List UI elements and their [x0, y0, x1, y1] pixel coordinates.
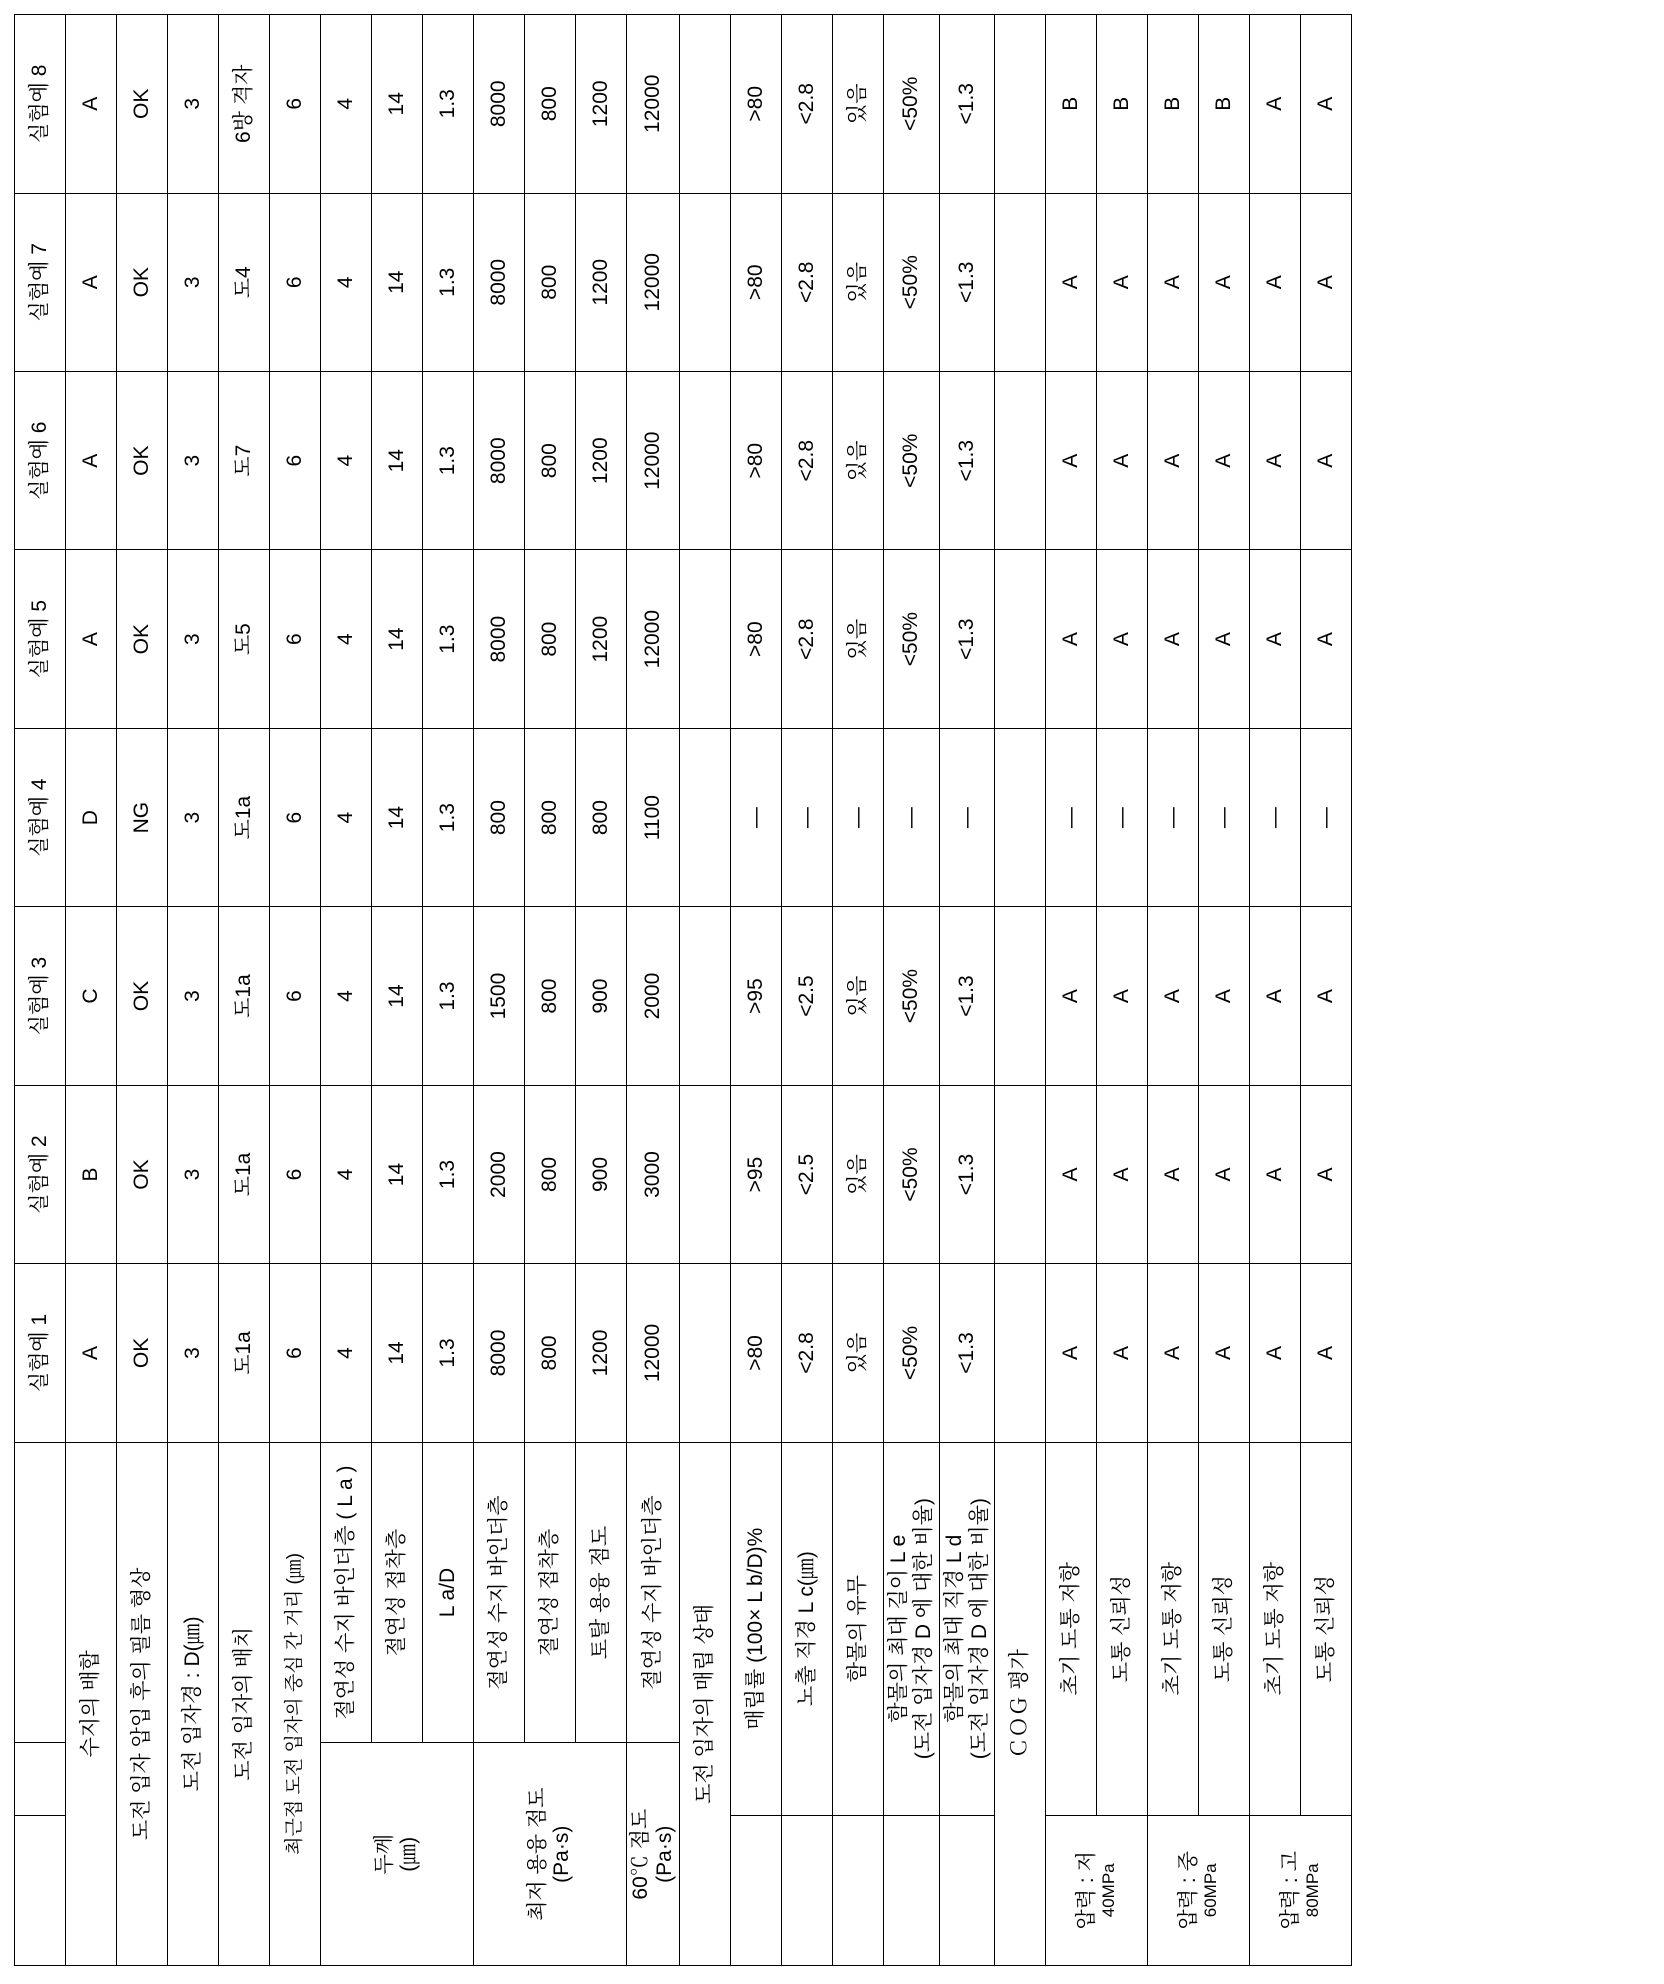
row-group-label: [321, 1743, 474, 1966]
cell: A: [1148, 550, 1199, 728]
table-row: [782, 15, 833, 1966]
cell: —: [1199, 728, 1250, 906]
cell: A: [1250, 550, 1301, 728]
cell: A: [1250, 15, 1301, 194]
cell: 6: [270, 1085, 321, 1263]
row-sublabel: 초기 도통 저항: [1250, 1442, 1301, 1815]
table-row: [1046, 15, 1097, 1966]
cell: —: [731, 728, 782, 906]
cell: A: [1046, 193, 1097, 371]
cell: —: [884, 728, 939, 906]
cell: 있음: [833, 15, 884, 194]
cell: OK: [117, 1264, 168, 1442]
cell: A: [1046, 907, 1097, 1085]
table-row: [884, 15, 939, 1966]
cell: 6방 격자: [219, 15, 270, 194]
table-row: [680, 15, 731, 1966]
cell: 14: [372, 907, 423, 1085]
row-sublabel: 함몰의 최대 직경 L d (도전 입자경 D 에 대한 비율): [939, 1442, 994, 1815]
row-sublabel: 함몰의 최대 길이 L e (도전 입자경 D 에 대한 비율): [884, 1442, 939, 1815]
cell: A: [1097, 550, 1148, 728]
row-sublabel: 도통 신뢰성: [1097, 1442, 1148, 1815]
cell: A: [1250, 371, 1301, 549]
row-sublabel: 절연성 접착층: [372, 1442, 423, 1743]
table-row: [525, 15, 576, 1966]
cell: <2.8: [782, 550, 833, 728]
row-label: 수지의 배합: [66, 1442, 117, 1965]
cell: <1.3: [939, 550, 994, 728]
cell: A: [1301, 1085, 1352, 1263]
cell: 800: [525, 550, 576, 728]
cell: A: [1301, 15, 1352, 194]
cell: >80: [731, 371, 782, 549]
cell: <2.5: [782, 907, 833, 1085]
cell: B: [1148, 15, 1199, 194]
row-group-label-text: 최저 용융 점도 (Pa·s): [525, 1787, 573, 1921]
cell: —: [1046, 728, 1097, 906]
cell: 도1a: [219, 907, 270, 1085]
cell: [680, 907, 731, 1085]
cell: 4: [321, 193, 372, 371]
cell: 800: [525, 15, 576, 194]
cell: A: [1097, 1085, 1148, 1263]
cell: 14: [372, 371, 423, 549]
cell: 12000: [627, 15, 680, 194]
table-header-row: [15, 15, 66, 1966]
cell: A: [1199, 550, 1250, 728]
cell: A: [1046, 1264, 1097, 1442]
cell: <50%: [884, 1264, 939, 1442]
pressure-unit-text: 80MPa: [1302, 1863, 1322, 1918]
row-group-label: [627, 1743, 680, 1966]
column-header: 실험예 5: [15, 550, 66, 728]
cell: C: [66, 907, 117, 1085]
cell: A: [1199, 1264, 1250, 1442]
cell: [680, 550, 731, 728]
cell: OK: [117, 1085, 168, 1263]
cell: —: [1250, 728, 1301, 906]
cell: 도1a: [219, 728, 270, 906]
cell: 있음: [833, 550, 884, 728]
cell: [995, 1264, 1046, 1442]
row-sublabel: 초기 도통 저항: [1148, 1442, 1199, 1815]
row-sublabel: 노출 직경 L c(㎛): [782, 1442, 833, 1815]
cell: —: [1097, 728, 1148, 906]
table-row: [576, 15, 627, 1966]
cell: 1200: [576, 550, 627, 728]
pressure-unit-text: 40MPa: [1098, 1863, 1118, 1918]
cell: 도5: [219, 550, 270, 728]
cell: 3: [168, 550, 219, 728]
cell: 12000: [627, 1264, 680, 1442]
cell: <50%: [884, 15, 939, 194]
row-label: 도전 입자의 매립 상태: [680, 1442, 731, 1965]
cell: >80: [731, 15, 782, 194]
cell: 6: [270, 371, 321, 549]
cell: 900: [576, 1085, 627, 1263]
cell: A: [1097, 193, 1148, 371]
cell: —: [1148, 728, 1199, 906]
row-sublabel: 절연성 수지 바인더층: [627, 1442, 680, 1743]
cell: 1.3: [423, 550, 474, 728]
row-sublabel: 함몰의 유무: [833, 1442, 884, 1815]
cell: <1.3: [939, 1085, 994, 1263]
pressure-label-text: 압력 : 고: [1278, 1851, 1302, 1930]
table-row: [423, 15, 474, 1966]
cell: 있음: [833, 193, 884, 371]
table-row: [372, 15, 423, 1966]
table-row: [66, 15, 117, 1966]
cell: [995, 371, 1046, 549]
cell: A: [1250, 907, 1301, 1085]
cell: 14: [372, 1085, 423, 1263]
cell: 6: [270, 550, 321, 728]
cell: 8000: [474, 371, 525, 549]
cell: A: [1301, 371, 1352, 549]
cell: [995, 15, 1046, 194]
cell: OK: [117, 371, 168, 549]
cell: <2.8: [782, 1264, 833, 1442]
cell: OK: [117, 550, 168, 728]
cell: >80: [731, 550, 782, 728]
pressure-group-label: [1148, 1815, 1250, 1965]
cell: <50%: [884, 907, 939, 1085]
cell: A: [66, 193, 117, 371]
row-label: 도전 입자 압입 후의 필름 형상: [117, 1442, 168, 1965]
cell: A: [1097, 371, 1148, 549]
cell: —: [833, 728, 884, 906]
cell: 6: [270, 907, 321, 1085]
cell: 4: [321, 550, 372, 728]
cell: 1.3: [423, 907, 474, 1085]
cell: 1200: [576, 193, 627, 371]
table-row: [219, 15, 270, 1966]
cell: [680, 15, 731, 194]
cell: 도1a: [219, 1085, 270, 1263]
cell: A: [1250, 1085, 1301, 1263]
column-header: 실험예 3: [15, 907, 66, 1085]
column-header: 실험예 4: [15, 728, 66, 906]
cell: 도4: [219, 193, 270, 371]
table-row: [474, 15, 525, 1966]
table-row: [1148, 15, 1199, 1966]
cell: <50%: [884, 371, 939, 549]
cell: <1.3: [939, 1264, 994, 1442]
cell: A: [66, 15, 117, 194]
cell: 1.3: [423, 371, 474, 549]
pressure-unit-text: 60MPa: [1200, 1863, 1220, 1918]
cell: A: [1148, 193, 1199, 371]
cell: >95: [731, 1085, 782, 1263]
cell: 800: [474, 728, 525, 906]
table-row: [627, 15, 680, 1966]
row-sublabel: L a/D: [423, 1442, 474, 1743]
cell: [995, 193, 1046, 371]
table-row: [939, 15, 994, 1966]
cell: B: [66, 1085, 117, 1263]
cell: A: [1148, 371, 1199, 549]
cell: 8000: [474, 193, 525, 371]
cell: 1.3: [423, 1085, 474, 1263]
cell: >95: [731, 907, 782, 1085]
table-row: [168, 15, 219, 1966]
table-row: [1097, 15, 1148, 1966]
cell: <50%: [884, 193, 939, 371]
cell: B: [1097, 15, 1148, 194]
row-sublabel: 절연성 수지 바인더층: [474, 1442, 525, 1743]
cell: 있음: [833, 1085, 884, 1263]
column-header: 실험예 1: [15, 1264, 66, 1442]
cell: 4: [321, 1264, 372, 1442]
cell: 14: [372, 1264, 423, 1442]
cell: 있음: [833, 1264, 884, 1442]
table-row: [995, 15, 1046, 1966]
pressure-group-label: [1250, 1815, 1352, 1965]
cell: [680, 193, 731, 371]
cell: A: [1301, 907, 1352, 1085]
cell: 1500: [474, 907, 525, 1085]
cell: 1200: [576, 15, 627, 194]
table-row: [1301, 15, 1352, 1966]
cell: <2.8: [782, 15, 833, 194]
cell: 1200: [576, 371, 627, 549]
cell: D: [66, 728, 117, 906]
cell: A: [1148, 1264, 1199, 1442]
cell: 1.3: [423, 15, 474, 194]
cell: OK: [117, 15, 168, 194]
cell: 도1a: [219, 1264, 270, 1442]
cell: [680, 1264, 731, 1442]
cell: 4: [321, 907, 372, 1085]
cell: <2.8: [782, 193, 833, 371]
table-row: [1199, 15, 1250, 1966]
experiment-results-table: [14, 14, 1352, 1966]
cell: [995, 550, 1046, 728]
cell: A: [1250, 193, 1301, 371]
cell: <2.5: [782, 1085, 833, 1263]
row-group-label-text: 두께 (㎛): [372, 1833, 420, 1875]
table-row: [731, 15, 782, 1966]
cell: 3: [168, 15, 219, 194]
cell: A: [1046, 1085, 1097, 1263]
cell: A: [1301, 550, 1352, 728]
cell: A: [1301, 1264, 1352, 1442]
cell: —: [939, 728, 994, 906]
table-row: [270, 15, 321, 1966]
cell: 8000: [474, 1264, 525, 1442]
row-label: ＣＯＧ 평가: [995, 1442, 1046, 1965]
cell: 12000: [627, 193, 680, 371]
cell: 14: [372, 193, 423, 371]
cell: 4: [321, 371, 372, 549]
pressure-group-label: [1046, 1815, 1148, 1965]
cell: 8000: [474, 15, 525, 194]
row-label: 최근접 도전 입자의 중심 간 거리 (㎛): [270, 1442, 321, 1965]
cell: OK: [117, 907, 168, 1085]
table-row: [117, 15, 168, 1966]
cell: NG: [117, 728, 168, 906]
cell: A: [1097, 1264, 1148, 1442]
cell: [995, 1085, 1046, 1263]
row-label: 도전 입자경 : D(㎛): [168, 1442, 219, 1965]
cell: <50%: [884, 1085, 939, 1263]
cell: A: [1199, 907, 1250, 1085]
cell: 800: [525, 371, 576, 549]
cell: 3: [168, 907, 219, 1085]
cell: 6: [270, 728, 321, 906]
cell: >80: [731, 193, 782, 371]
cell: B: [1046, 15, 1097, 194]
cell: 12000: [627, 550, 680, 728]
cell: 3: [168, 1264, 219, 1442]
cell: —: [782, 728, 833, 906]
cell: 800: [525, 193, 576, 371]
row-group-label-text: 60℃ 점도 (Pa·s): [629, 1808, 677, 1900]
cell: 도7: [219, 371, 270, 549]
cell: 3: [168, 371, 219, 549]
cell: A: [66, 550, 117, 728]
cell: 2000: [474, 1085, 525, 1263]
cell: A: [1199, 193, 1250, 371]
column-header: 실험예 2: [15, 1085, 66, 1263]
row-sublabel: 초기 도통 저항: [1046, 1442, 1097, 1815]
row-sublabel: 도통 신뢰성: [1301, 1442, 1352, 1815]
pressure-label-text: 압력 : 저: [1074, 1851, 1098, 1930]
cell: 800: [576, 728, 627, 906]
row-sublabel: 도통 신뢰성: [1199, 1442, 1250, 1815]
cell: 있음: [833, 371, 884, 549]
cell: 4: [321, 728, 372, 906]
cell: [680, 1085, 731, 1263]
cell: 6: [270, 1264, 321, 1442]
cell: A: [1199, 371, 1250, 549]
cell: 1.3: [423, 1264, 474, 1442]
cell: OK: [117, 193, 168, 371]
cell: 14: [372, 550, 423, 728]
cell: 4: [321, 1085, 372, 1263]
cell: A: [1301, 193, 1352, 371]
cell: <1.3: [939, 371, 994, 549]
cell: 1.3: [423, 193, 474, 371]
cell: 6: [270, 193, 321, 371]
row-sublabel: 절연성 접착층: [525, 1442, 576, 1743]
cell: 8000: [474, 550, 525, 728]
cell: 800: [525, 907, 576, 1085]
cell: <1.3: [939, 193, 994, 371]
pressure-label-text: 압력 : 중: [1176, 1851, 1200, 1930]
cell: A: [1250, 1264, 1301, 1442]
cell: <1.3: [939, 15, 994, 194]
cell: 1.3: [423, 728, 474, 906]
cell: 3: [168, 728, 219, 906]
cell: [995, 907, 1046, 1085]
cell: [995, 728, 1046, 906]
cell: <50%: [884, 550, 939, 728]
cell: 3000: [627, 1085, 680, 1263]
cell: [680, 728, 731, 906]
column-header: 실험예 7: [15, 193, 66, 371]
cell: —: [1301, 728, 1352, 906]
row-sublabel: 토탈 용융 점도: [576, 1442, 627, 1743]
cell: 1200: [576, 1264, 627, 1442]
cell: >80: [731, 1264, 782, 1442]
cell: 3: [168, 1085, 219, 1263]
cell: A: [1148, 907, 1199, 1085]
cell: <2.8: [782, 371, 833, 549]
cell: 있음: [833, 907, 884, 1085]
cell: 14: [372, 728, 423, 906]
cell: 2000: [627, 907, 680, 1085]
row-sublabel: 매립률 (100× L b/D)%: [731, 1442, 782, 1815]
cell: 6: [270, 15, 321, 194]
cell: 1100: [627, 728, 680, 906]
cell: A: [1148, 1085, 1199, 1263]
cell: 800: [525, 1264, 576, 1442]
cell: A: [1199, 1085, 1250, 1263]
table-row: [833, 15, 884, 1966]
cell: 14: [372, 15, 423, 194]
cell: 4: [321, 15, 372, 194]
cell: [680, 371, 731, 549]
cell: A: [66, 371, 117, 549]
column-header: 실험예 6: [15, 371, 66, 549]
cell: A: [66, 1264, 117, 1442]
cell: A: [1046, 550, 1097, 728]
cell: 3: [168, 193, 219, 371]
column-header: 실험예 8: [15, 15, 66, 194]
cell: A: [1046, 371, 1097, 549]
cell: B: [1199, 15, 1250, 194]
row-group-label: [474, 1743, 627, 1966]
table-row: [1250, 15, 1301, 1966]
cell: 12000: [627, 371, 680, 549]
row-label: 도전 입자의 배치: [219, 1442, 270, 1965]
cell: A: [1097, 907, 1148, 1085]
cell: 900: [576, 907, 627, 1085]
cell: <1.3: [939, 907, 994, 1085]
table-row: [321, 15, 372, 1966]
cell: 800: [525, 728, 576, 906]
row-sublabel: 절연성 수지 바인더층 ( L a ): [321, 1442, 372, 1743]
cell: 800: [525, 1085, 576, 1263]
